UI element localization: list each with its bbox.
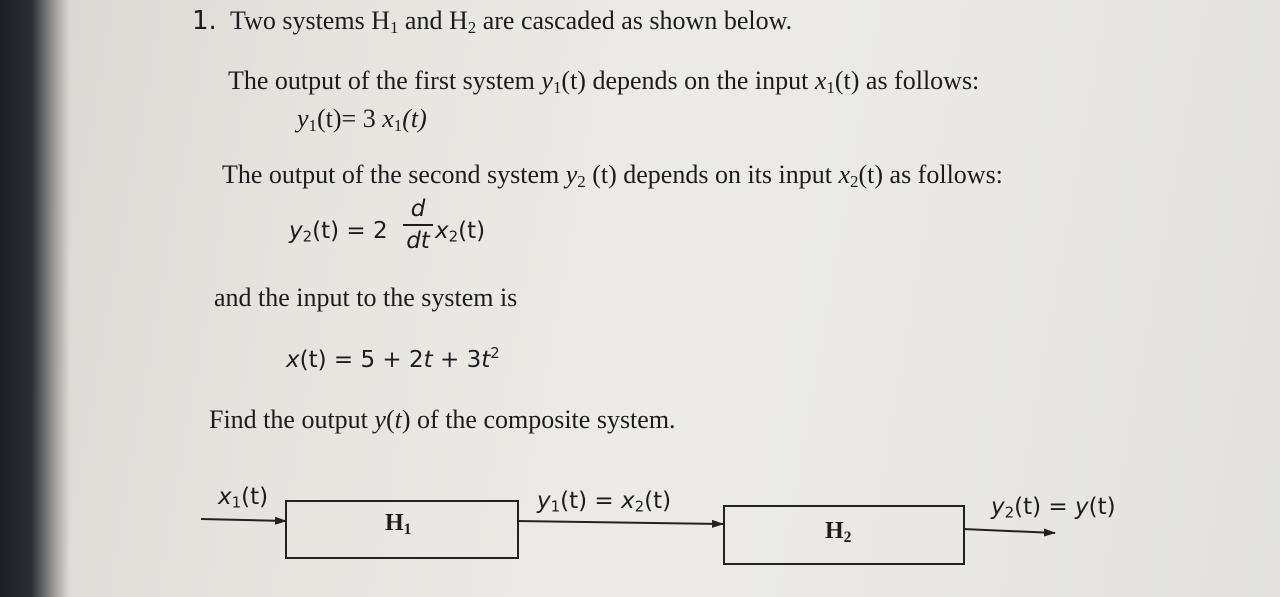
system1-equation: $y_1(t)= 3$ $x_1(t)$ (297, 104, 427, 136)
output-arrow (963, 529, 1055, 533)
h1-label: $H_1$ (385, 510, 412, 538)
intermediate-signal-label: $y_1(t) = x_2(t)$ (537, 488, 672, 516)
output-signal-label: $y_2(t) = y(t)$ (991, 494, 1116, 522)
question-number: 1. (192, 6, 217, 36)
derivative-fraction: d dt (403, 196, 433, 254)
question-stem: Two systems $H_1$ and $H_2$ are cascaded as shown below. (230, 6, 793, 38)
find-instruction: Find the output y(t) of the composite system. (209, 405, 676, 434)
mid-arrow (517, 521, 723, 524)
input-equation: $x(t) = 5 + 2t + 3t^2$ (286, 344, 500, 373)
system2-equation: $y_2(t) = 2$ d dt $x_2(t)$ (289, 196, 486, 254)
h2-label: $H_2$ (825, 518, 852, 546)
system1-description: The output of the first system $y_1(t)$ depends on the input $x_1(t)$ as follows: (228, 66, 980, 98)
input-arrow (201, 519, 286, 521)
input-description: and the input to the system is (214, 283, 518, 312)
system2-description: The output of the second system $y_2$ (t) depends on its input $x_2(t)$ as follows: (222, 160, 1003, 192)
input-signal-label: $x_1(t)$ (218, 484, 269, 512)
